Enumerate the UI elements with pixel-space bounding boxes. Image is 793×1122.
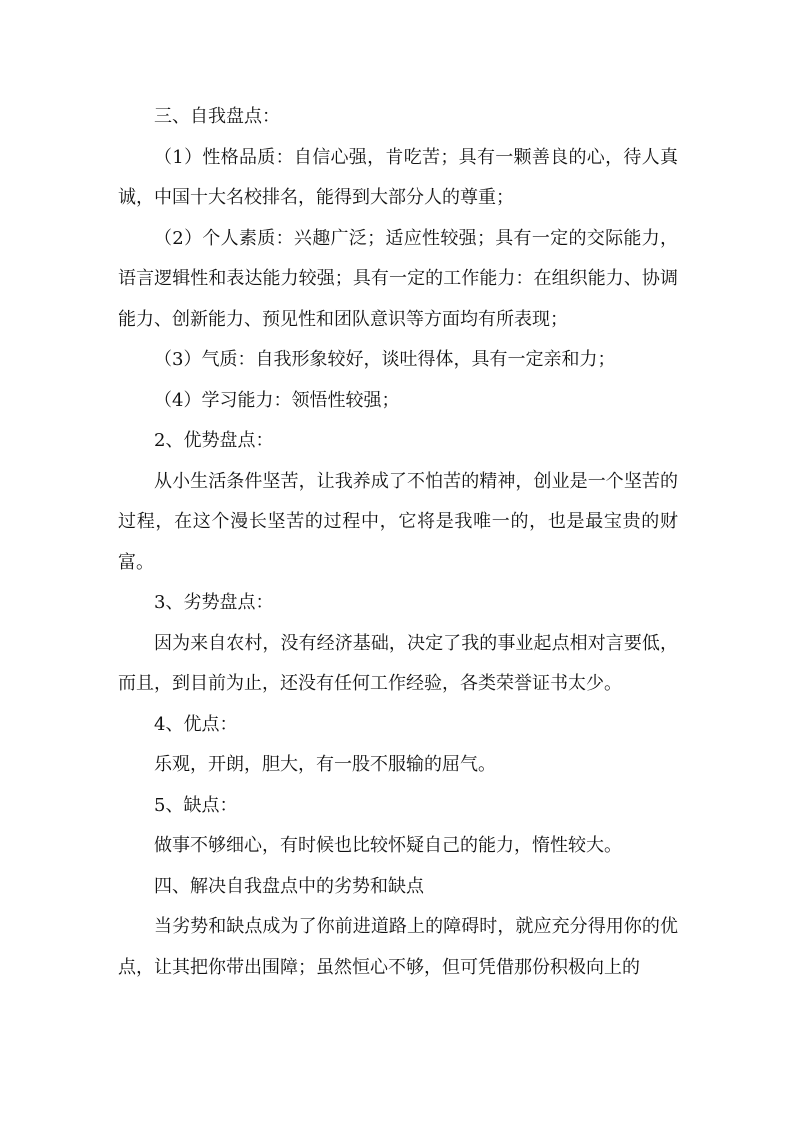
paragraph-strengths: 从小生活条件坚苦，让我养成了不怕苦的精神，创业是一个坚苦的过程，在这个漫长坚苦的过程中，它将是我唯一的，也是最宝贵的财富。 <box>118 470 678 573</box>
document-body <box>118 97 678 988</box>
section-heading-strengths: 2、优势盘点： <box>154 430 274 451</box>
section-heading-self-assessment: 三、自我盘点： <box>154 106 280 127</box>
paragraph-learning-ability: （4）学习能力：领悟性较强； <box>154 389 400 411</box>
section-heading-solutions: 四、解决自我盘点中的劣势和缺点 <box>154 875 424 897</box>
paragraph-character: （1）性格品质：自信心强，肯吃苦；具有一颗善良的心，待人真诚，中国十大名校排名，能得到大部分人的尊重； <box>118 146 678 208</box>
paragraph-merits: 乐观，开朗，胆大，有一股不服输的屈气。 <box>154 754 496 775</box>
section-heading-merits: 4、优点： <box>154 713 238 735</box>
section-heading-shortcomings: 5、缺点： <box>154 794 238 816</box>
paragraph-weaknesses: 因为来自农村，没有经济基础，决定了我的事业起点相对言要低，而且，到目前为止，还没有任何工作经验，各类荣誉证书太少。 <box>118 632 678 694</box>
paragraph-temperament: （3）气质：自我形象较好，谈吐得体，具有一定亲和力； <box>154 349 616 370</box>
paragraph-personal-quality: （2）个人素质：兴趣广泛；适应性较强；具有一定的交际能力，语言逻辑性和表达能力较强；具有一定的工作能力：在组织能力、协调能力、创新能力、预见性和团队意识等方面均有所表现； <box>118 227 678 330</box>
section-heading-weaknesses: 3、劣势盘点： <box>154 592 274 613</box>
paragraph-shortcomings: 做事不够细心，有时候也比较怀疑自己的能力，惰性较大。 <box>154 835 622 856</box>
paragraph-solutions: 当劣势和缺点成为了你前进道路上的障碍时，就应充分得用你的优点，让其把你带出围障；虽然恒心不够，但可凭借那份积极向上的 <box>118 916 678 978</box>
